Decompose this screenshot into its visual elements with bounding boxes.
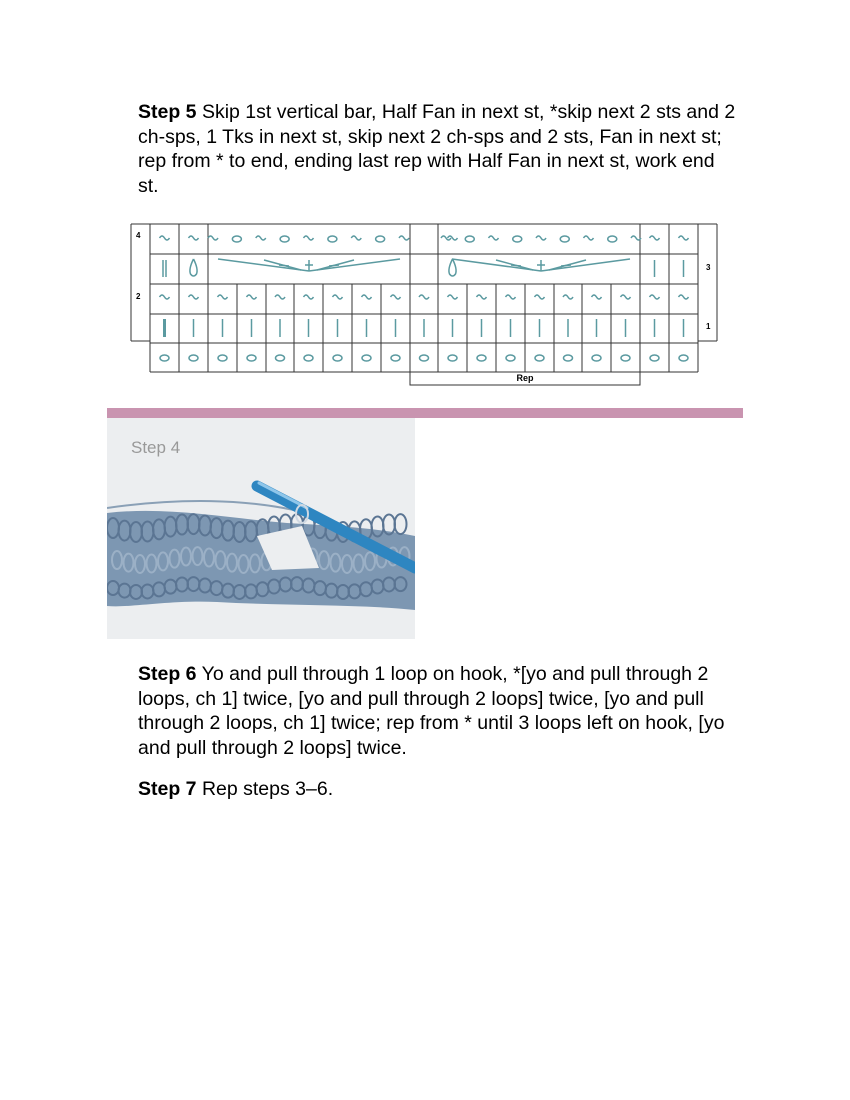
slip-stitch-symbol <box>679 236 689 240</box>
row-label-4: 4 <box>136 231 141 240</box>
chain-symbol <box>535 355 544 361</box>
tks-tick <box>279 265 289 266</box>
slip-stitch-symbol <box>362 295 372 299</box>
chain-symbol <box>513 236 522 242</box>
slip-stitch-symbol <box>218 295 228 299</box>
slip-stitch-symbol <box>399 236 409 240</box>
row-number-labels <box>136 231 711 331</box>
slip-stitch-symbol <box>477 295 487 299</box>
row-label-3: 3 <box>706 263 711 272</box>
chain-symbol <box>391 355 400 361</box>
chain-symbol <box>650 355 659 361</box>
chain-symbol <box>420 355 429 361</box>
rep-label: Rep <box>516 373 534 383</box>
chain-symbol <box>160 355 169 361</box>
step-6-paragraph <box>138 662 738 760</box>
step-7-label: Step 7 <box>138 778 197 800</box>
chain-symbol <box>376 236 385 242</box>
chain-symbol <box>280 236 289 242</box>
chain-symbol <box>362 355 371 361</box>
slip-stitch-symbol <box>304 295 314 299</box>
slip-stitch-symbol <box>391 295 401 299</box>
step-6-label: Step 6 <box>138 663 197 685</box>
tks-tick <box>329 265 339 266</box>
chain-symbol <box>232 236 241 242</box>
chain-symbol <box>679 355 688 361</box>
step-4-photo <box>107 418 415 639</box>
step-5-label: Step 5 <box>138 101 197 123</box>
slip-stitch-symbol <box>536 236 546 240</box>
slip-stitch-symbol <box>621 295 631 299</box>
slip-stitch-symbol <box>679 295 689 299</box>
slip-stitch-symbol <box>333 295 343 299</box>
slip-stitch-symbol <box>592 295 602 299</box>
fan-symbol <box>449 259 456 276</box>
chart-symbols <box>160 236 689 361</box>
chain-symbol <box>592 355 601 361</box>
chain-symbol <box>608 236 617 242</box>
slip-stitch-symbol <box>208 236 218 240</box>
slip-stitch-symbol <box>304 236 314 240</box>
tks-tick <box>511 265 521 266</box>
stitch-chart <box>128 222 722 388</box>
step-6-text: Yo and pull through 1 loop on hook, *[yo and pull through 2 loops, ch 1] twice, [yo and pull through 2 loops] twice, [yo and pull through 2 loops, ch 1] twice; rep from * until 3 loops left on hook, [yo and pull through 2 loops] twice. <box>138 663 725 759</box>
step-5-paragraph <box>138 100 738 198</box>
step-7-paragraph <box>138 777 738 802</box>
chain-symbol <box>448 355 457 361</box>
slip-stitch-symbol <box>650 295 660 299</box>
chain-symbol <box>477 355 486 361</box>
step-7-text: Rep steps 3–6. <box>201 778 334 800</box>
slip-stitch-symbol <box>563 295 573 299</box>
slip-stitch-symbol <box>535 295 545 299</box>
chain-symbol <box>189 355 198 361</box>
slip-stitch-symbol <box>256 236 266 240</box>
chain-symbol <box>560 236 569 242</box>
half-fan-symbol <box>190 259 197 276</box>
row-label-2: 2 <box>136 292 141 301</box>
slip-stitch-symbol <box>489 236 499 240</box>
tks-tick <box>561 265 571 266</box>
chain-symbol <box>218 355 227 361</box>
chain-symbol <box>465 236 474 242</box>
slip-stitch-symbol <box>351 236 361 240</box>
photo-caption: Step 4 <box>131 438 181 457</box>
chain-symbol <box>333 355 342 361</box>
slip-stitch-symbol <box>419 295 429 299</box>
slip-stitch-symbol <box>584 236 594 240</box>
slip-stitch-symbol <box>275 295 285 299</box>
chain-symbol <box>276 355 285 361</box>
slip-stitch-symbol <box>160 295 170 299</box>
slip-stitch-symbol <box>189 295 199 299</box>
slip-stitch-symbol <box>506 295 516 299</box>
chain-symbol <box>304 355 313 361</box>
section-divider <box>107 408 743 418</box>
chain-symbol <box>328 236 337 242</box>
slip-stitch-symbol <box>448 295 458 299</box>
slip-stitch-symbol <box>189 236 199 240</box>
chain-symbol <box>564 355 573 361</box>
slip-stitch-symbol <box>160 236 170 240</box>
chain-symbol <box>247 355 256 361</box>
chain-symbol <box>621 355 630 361</box>
slip-stitch-symbol <box>650 236 660 240</box>
slip-stitch-symbol <box>247 295 257 299</box>
step-5-text: Skip 1st vertical bar, Half Fan in next st, *skip next 2 sts and 2 ch-sps, 1 Tks in next st, skip next 2 ch-sps and 2 sts, Fan in next st; rep from * to end, ending last rep with Half Fan in next st, work end st. <box>138 101 736 197</box>
chain-symbol <box>506 355 515 361</box>
row-label-1: 1 <box>706 322 711 331</box>
